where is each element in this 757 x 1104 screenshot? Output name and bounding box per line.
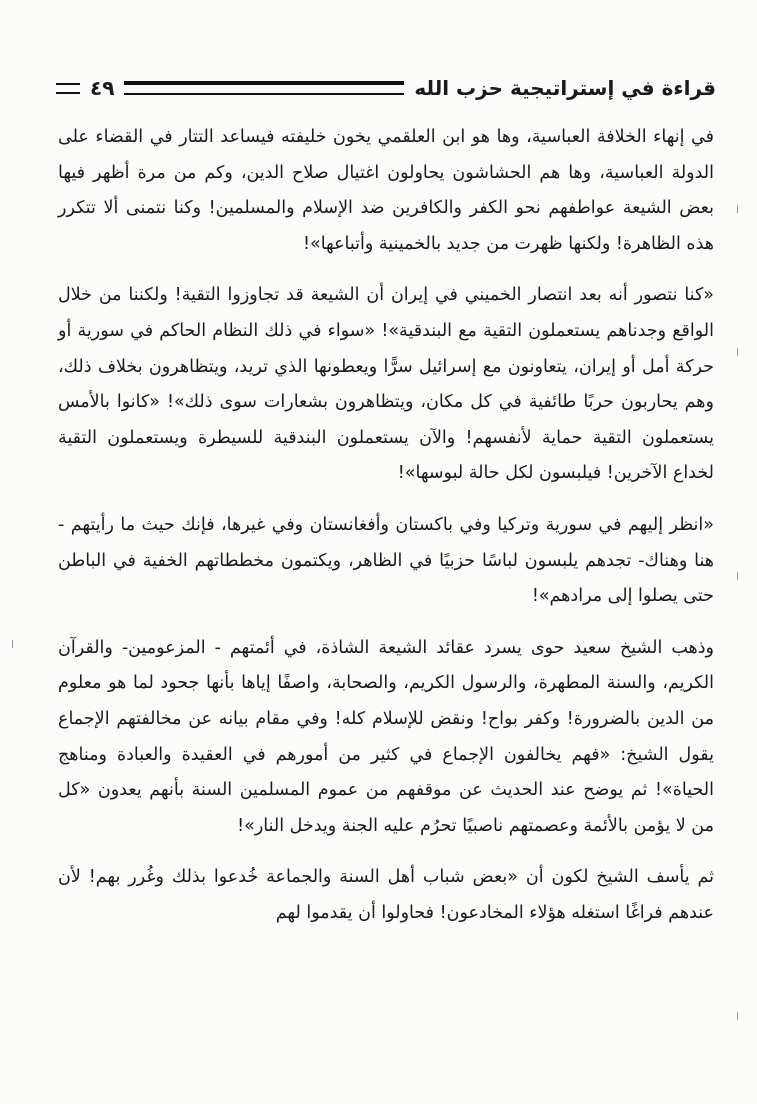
paragraph-4: وذهب الشيخ سعيد حوى يسرد عقائد الشيعة الشاذة، في أئمتهم - المزعومين- والقرآن الكريم، والسنة المطهرة، والرسول الكريم، والصحابة، واصفًا إياها بأنها جحود لما هو معلوم من الدين بالضرورة! وكفر بواح! ونقض للإسلام كله! وفي مقام بيانه عن مخالفتهم الإجماع يقول الشيخ: «فهم يخالفون الإجماع في كثير من أمورهم في العقيدة والعبادة ومناهج الحياة»! ثم يوضح عند الحديث عن موقفهم من عموم المسلمين السنة بأنهم يعدون «كل من لا يؤمن بالأئمة وعصمتهم ناصبيًا تحرُم عليه الجنة ويدخل النار»! (58, 637, 714, 836)
running-title: قراءة في إستراتيجية حزب الله (414, 76, 716, 100)
scan-margin-mark (737, 205, 738, 213)
scan-margin-mark (737, 572, 738, 580)
scan-margin-mark (12, 640, 13, 648)
paragraph-3: «انظر إليهم في سورية وتركيا وفي باكستان وأفغانستان وفي غيرها، فإنك حيث ما رأيتهم - هنا وهناك- تجدهم يلبسون لباسًا حزبيًا في الظاهر، ويكتمون مخططاتهم الخفية في الباطن حتى يصلوا إلى مرادهم»! (58, 514, 714, 607)
body-text (58, 120, 714, 931)
scan-margin-mark (737, 348, 738, 356)
paragraph-2: «كنا نتصور أنه بعد انتصار الخميني في إيران أن الشيعة قد تجاوزوا التقية! ولكننا من خلال الواقع وجدناهم يستعملون التقية مع البندقية»! «سواء في ذلك النظام الحاكم في سورية أو حركة أمل أو إيران، يتعاونون مع إسرائيل سرًّا ويعطونها الذي تريد، ويتظاهرون بخلاف ذلك، وهم يحاربون حربًا طائفية في كل مكان، ويتظاهرون بشعارات سوى ذلك»! «كانوا بالأمس يستعملون التقية حماية لأنفسهم! والآن يستعملون البندقية للسيطرة ويستعملون التقية لخداع الآخرين! فيلبسون لكل حالة لبوسها»! (58, 285, 714, 484)
paragraph-1: في إنهاء الخلافة العباسية، وها هو ابن العلقمي يخون خليفته فيساعد التتار في القضاء على الدولة العباسية، وها هم الحشاشون يحاولون اغتيال صلاح الدين، وكم من مرة أظهر فيها بعض الشيعة عواطفهم نحو الكفر والكافرين ضد الإسلام والمسلمين! وكنا نتمنى ألا تتكرر هذه الظاهرة! ولكنها ظهرت من جديد بالخمينية وأتباعها»! (58, 127, 714, 254)
header-rule (124, 81, 404, 95)
paragraph-5: ثم يأسف الشيخ لكون أن «بعض شباب أهل السنة والجماعة خُدعوا بذلك وغُرر بهم! لأن عندهم فراغًا استغله هؤلاء المخادعون! فحاولوا أن يقدموا لهم (58, 867, 714, 923)
page-number-ornament (56, 83, 80, 94)
scan-margin-mark (737, 1012, 738, 1020)
page-number: ٤٩ (90, 76, 115, 100)
page-header (56, 72, 716, 104)
